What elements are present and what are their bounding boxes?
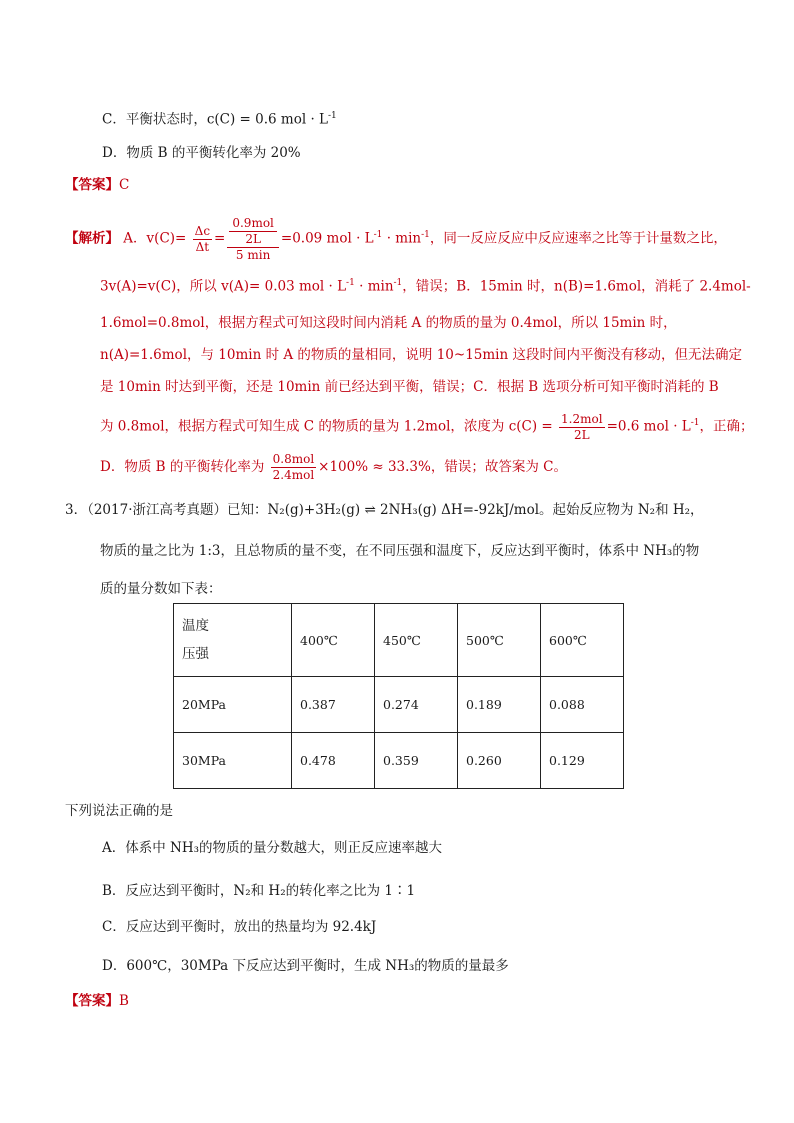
analysis-text: ，正确； xyxy=(699,418,754,435)
option-d-previous: D．物质 B 的平衡转化率为 20% xyxy=(102,145,301,161)
superscript: -1 xyxy=(690,418,700,428)
table-header-cell: 400℃ xyxy=(292,604,375,677)
table-header-cell: 450℃ xyxy=(375,604,458,677)
table-header-row xyxy=(174,604,624,677)
table-cell: 0.088 xyxy=(541,677,624,733)
fraction-delta xyxy=(193,224,212,255)
inner-numerator: 0.9mol xyxy=(229,216,277,232)
analysis-a-tail: ，同一反应反应中反应速率之比等于计量数之比， xyxy=(429,230,727,247)
analysis-label: 【解析】 xyxy=(65,230,119,247)
analysis-line-6 xyxy=(100,403,754,447)
answer-label: 【答案】 xyxy=(65,177,119,193)
table-cell: 0.260 xyxy=(458,733,541,789)
option-d: D．600℃，30MPa 下反应达到平衡时，生成 NH₃的物质的量最多 xyxy=(102,958,509,974)
table-cell: 0.387 xyxy=(292,677,375,733)
analysis-text: · min xyxy=(354,278,394,295)
analysis-text: 3v(A)=v(C)，所以 v(A)= 0.03 mol · L xyxy=(100,278,347,295)
table-header-cell: 600℃ xyxy=(541,604,624,677)
question-prompt: 下列说法正确的是 xyxy=(65,803,173,819)
analysis-text: 为 0.8mol，根据方程式可知生成 C 的物质的量为 1.2mol，浓度为 c(C) = xyxy=(100,418,553,435)
answer-value: C xyxy=(119,177,130,193)
superscript: -1 xyxy=(373,230,383,240)
fraction-denominator: 2.4mol xyxy=(272,468,315,482)
rate-value: =0.09 mol · L xyxy=(280,230,374,247)
analysis-line-1: 【解析】 A．v(C)= $\frac{\Delta c}{\Delta t}$ = $\frac{\frac{\text{0.9mol}}{2L}}{5 \min}$ =0.09 mol · $L^{-1} \cdot \min^{-1}$，同一反应反应中反应速率之比等于计量数之比， xyxy=(65,215,727,262)
superscript: -1 xyxy=(393,278,403,288)
analysis-a-prefix: A．v(C)= xyxy=(123,230,187,247)
inner-fraction xyxy=(229,216,277,247)
analysis-text: D．物质 B 的平衡转化率为 xyxy=(100,459,265,475)
answer-1 xyxy=(65,175,129,195)
analysis-line-5: 是 10min 时达到平衡，还是 10min 前已经达到平衡，错误；C．根据 B 选项分析可知平衡时消耗的 B xyxy=(100,379,719,395)
analysis-line-3: 1.6mol=0.8mol，根据方程式可知这段时间内消耗 A 的物质的量为 0.4mol，所以 15min 时， xyxy=(100,315,677,331)
fraction-numerator: 0.8mol xyxy=(272,452,315,466)
fraction-denominator: 5 min xyxy=(235,247,271,262)
table-row-label: 30MPa xyxy=(174,733,292,789)
fraction-numerator: 1.2mol xyxy=(561,411,603,426)
analysis-text: ×100% ≈ 33.3%，错误；故答案为 C。 xyxy=(318,459,567,475)
superscript: -1 xyxy=(421,230,430,240)
table-cell: 0.478 xyxy=(292,733,375,789)
option-c-text: C．平衡状态时，c(C) = 0.6 mol · L xyxy=(102,111,328,128)
analysis-line-2 xyxy=(100,273,751,297)
answer-2 xyxy=(65,991,129,1011)
question-3-line-3: 质的量分数如下表： xyxy=(100,581,222,597)
table-cell: 0.129 xyxy=(541,733,624,789)
superscript: -1 xyxy=(346,278,355,288)
fraction-numerator: Δc xyxy=(194,223,211,238)
rate-unit: · min xyxy=(382,230,422,247)
fraction-concentration xyxy=(559,412,605,443)
superscript: -1 xyxy=(328,111,337,121)
fraction-denominator: Δt xyxy=(195,239,210,254)
analysis-line-4: n(A)=1.6mol，与 10min 时 A 的物质的量相同，说明 10~15min 这段时间内平衡没有移动，但无法确定 xyxy=(100,347,742,363)
answer-label: 【答案】 xyxy=(65,993,119,1009)
answer-value: B xyxy=(119,993,129,1009)
corner-temperature-label: 温度 xyxy=(182,618,209,634)
option-a: A．体系中 NH₃的物质的量分数越大，则正反应速率越大 xyxy=(102,840,443,856)
analysis-text: =0.6 mol · L xyxy=(606,418,691,435)
equilibrium-table xyxy=(173,603,624,789)
inner-denominator: 2L xyxy=(245,231,261,246)
fraction-denominator: 2L xyxy=(574,427,590,442)
table-row-label: 20MPa xyxy=(174,677,292,733)
table-header-cell: 500℃ xyxy=(458,604,541,677)
table-row xyxy=(174,677,624,733)
option-b: B．反应达到平衡时，N₂和 H₂的转化率之比为 1∶1 xyxy=(102,883,416,899)
table-corner-cell xyxy=(174,604,292,677)
table-cell: 0.274 xyxy=(375,677,458,733)
question-3-line-2: 物质的量之比为 1:3，且总物质的量不变，在不同压强和温度下，反应达到平衡时，体系中 NH₃的物 xyxy=(100,543,700,559)
corner-pressure-label: 压强 xyxy=(182,646,209,662)
analysis-text: ，错误；B．15min 时，n(B)=1.6mol，消耗了 2.4mol- xyxy=(402,278,751,295)
option-c: C．反应达到平衡时，放出的热量均为 92.4kJ xyxy=(102,919,377,935)
table-cell: 0.189 xyxy=(458,677,541,733)
fraction-numerator xyxy=(227,216,279,248)
option-c-previous xyxy=(102,106,337,130)
table-row xyxy=(174,733,624,789)
table-cell: 0.359 xyxy=(375,733,458,789)
question-3-line-1: 3．（2017·浙江高考真题）已知：N₂(g)+3H₂(g) ⇌ 2NH₃(g) ΔH=-92kJ/mol。起始反应物为 N₂和 H₂， xyxy=(65,502,704,518)
fraction-rate xyxy=(227,216,279,263)
analysis-line-7 xyxy=(100,447,567,487)
fraction-conversion xyxy=(271,452,317,483)
